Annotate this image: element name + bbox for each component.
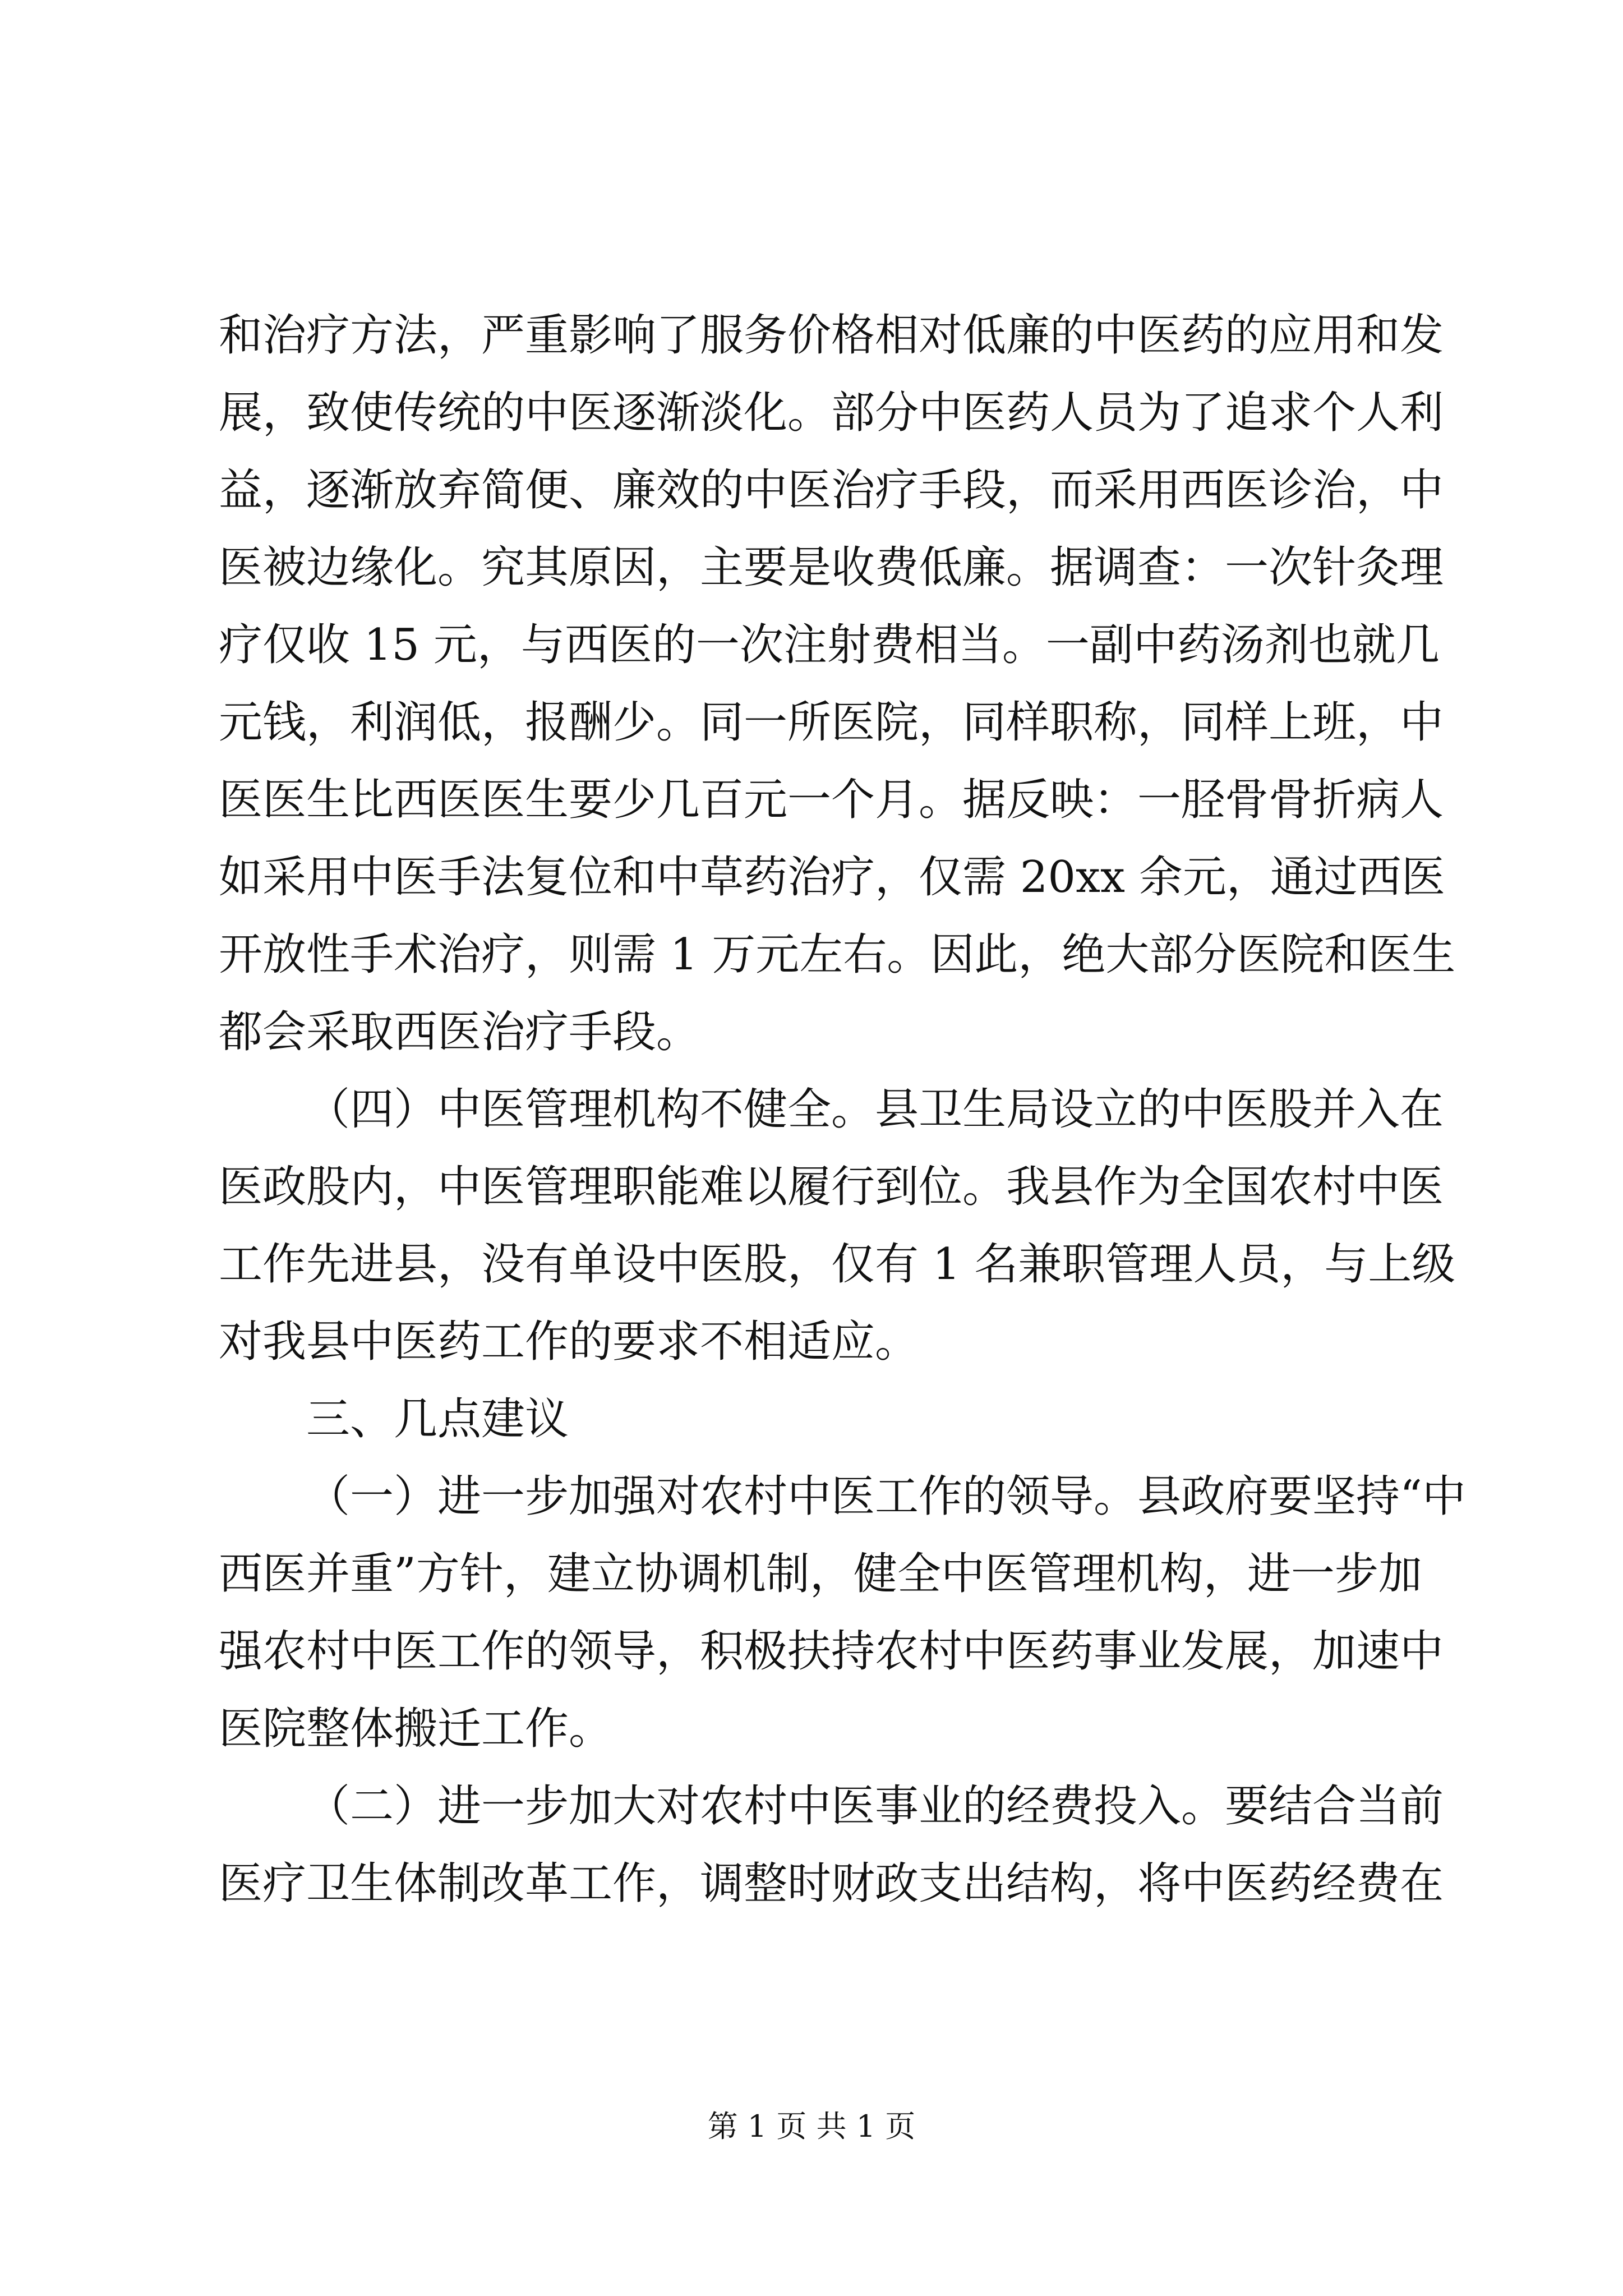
text-line: 工作先进县，没有单设中医股，仅有 1 名兼职管理人员，与上级	[219, 1239, 1456, 1290]
text-line: 医医生比西医医生要少几百元一个月。据反映：一胫骨骨折病人	[219, 775, 1444, 825]
text-line: 医政股内，中医管理职能难以履行到位。我县作为全国农村中医	[219, 1162, 1444, 1212]
section-heading: 三、几点建议	[306, 1394, 569, 1444]
paragraph-heading-2: （二）进一步加大对农村中医事业的经费投入。要结合当前	[306, 1781, 1444, 1832]
text-line: 和治疗方法，严重影响了服务价格相对低廉的中医药的应用和发	[219, 310, 1444, 361]
text-line: 展，致使传统的中医逐渐淡化。部分中医药人员为了追求个人利	[219, 388, 1444, 438]
paragraph-heading-4: （四）中医管理机构不健全。县卫生局设立的中医股并入在	[306, 1084, 1444, 1135]
text-line: 开放性手术治疗，则需 1 万元左右。因此，绝大部分医院和医生	[219, 930, 1456, 980]
text-line: 疗仅收 15 元，与西医的一次注射费相当。一副中药汤剂也就几	[219, 620, 1440, 670]
page-number-footer: 第 1 页 共 1 页	[707, 2109, 916, 2144]
text-line: 西医并重”方针，建立协调机制，健全中医管理机构，进一步加	[219, 1549, 1422, 1599]
text-line: 医院整体搬迁工作。	[219, 1704, 613, 1754]
text-line: 对我县中医药工作的要求不相适应。	[219, 1317, 919, 1367]
text-line: 强农村中医工作的领导，积极扶持农村中医药事业发展，加速中	[219, 1626, 1444, 1677]
text-line: 医被边缘化。究其原因，主要是收费低廉。据调查：一次针灸理	[219, 542, 1444, 593]
text-line: 益，逐渐放弃简便、廉效的中医治疗手段，而采用西医诊治，中	[219, 465, 1444, 516]
paragraph-heading-1: （一）进一步加强对农村中医工作的领导。县政府要坚持“中	[306, 1471, 1466, 1522]
text-line: 都会采取西医治疗手段。	[219, 1007, 700, 1057]
text-line: 医疗卫生体制改革工作，调整时财政支出结构，将中医药经费在	[219, 1858, 1444, 1909]
text-line: 如采用中医手法复位和中草药治疗，仅需 20xx 余元，通过西医	[219, 852, 1445, 903]
text-line: 元钱，利润低，报酬少。同一所医院，同样职称，同样上班，中	[219, 697, 1444, 748]
